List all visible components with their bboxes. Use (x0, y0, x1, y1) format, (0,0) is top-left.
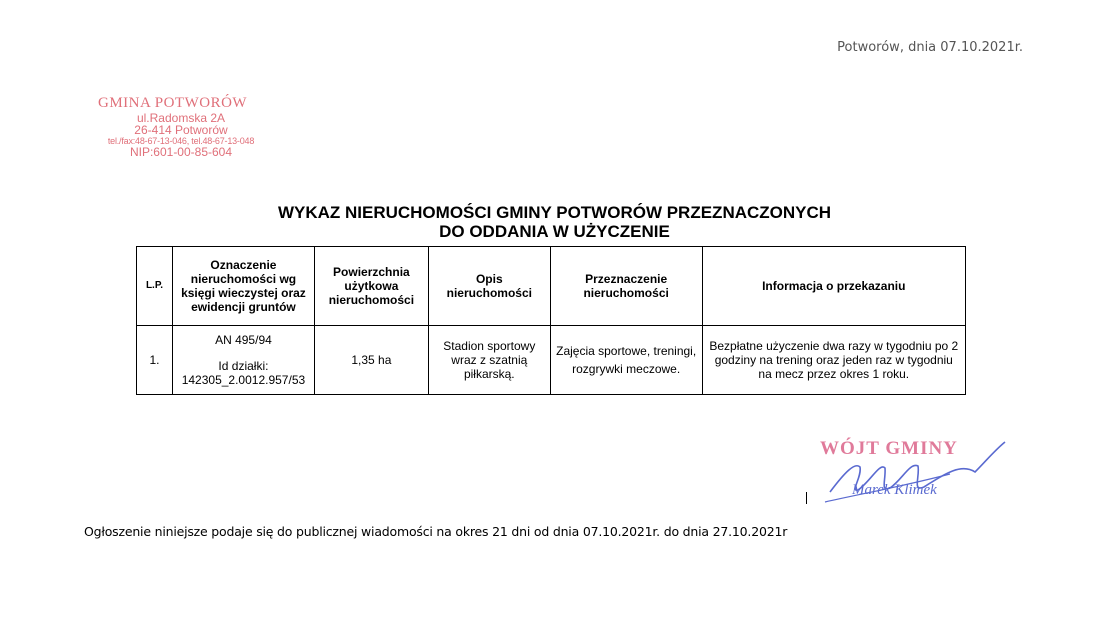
stamp-city: 26-414 Potworów (134, 123, 228, 138)
cell-id-label: Id działki: (218, 359, 269, 373)
cell-informacja: Bezpłatne użyczenie dwa razy w tygodniu po 2 godziny na trening oraz jeden raz w tygodniu na mecz przez okres 1 roku. (702, 326, 965, 395)
title-line-2: DO ODDANIA W UŻYCZENIE (439, 222, 670, 241)
stamp-nip: NIP:601-00-85-604 (129, 145, 233, 160)
header-lp: L.P. (137, 247, 173, 326)
announcement-text: Ogłoszenie niniejsze podaje się do publicznej wiadomości na okres 21 dni od dnia 07.10.2021r. do dnia 27.10.2021r (84, 524, 788, 539)
signature-scribble-icon (800, 432, 1020, 512)
document-title (0, 203, 1109, 241)
stamp-phones: tel./fax:48-67-13-046, tel.48-67-13-048 (107, 135, 255, 146)
header-informacja: Informacja o przekazaniu (702, 247, 965, 326)
cell-kw-number: AN 495/94 (215, 333, 272, 347)
signature-name: Marek Klimek (852, 482, 937, 498)
property-table (136, 246, 966, 395)
header-przeznaczenie: Przeznaczenie nieruchomości (550, 247, 702, 326)
municipality-stamp (96, 96, 266, 159)
header-powierzchnia: Powierzchnia użytkowa nieruchomości (314, 247, 428, 326)
table-row (137, 326, 966, 395)
table-header-row (137, 247, 966, 326)
cell-oznaczenie (172, 326, 314, 395)
header-oznaczenie: Oznaczenie nieruchomości wg księgi wieczystej oraz ewidencji gruntów (172, 247, 314, 326)
document-date: Potworów, dnia 07.10.2021r. (837, 40, 1023, 55)
cell-powierzchnia: 1,35 ha (314, 326, 428, 395)
signature-title: WÓJT GMINY (820, 438, 958, 459)
mayor-signature (800, 432, 1020, 512)
text-cursor (806, 492, 807, 504)
header-opis: Opis nieruchomości (428, 247, 550, 326)
cell-przeznaczenie: Zajęcia sportowe, treningi, rozgrywki meczowe. (550, 326, 702, 395)
title-line-1: WYKAZ NIERUCHOMOŚCI GMINY POTWORÓW PRZEZNACZONYCH (277, 203, 832, 222)
stamp-street: ul.Radomska 2A (136, 110, 226, 125)
cell-lp: 1. (137, 326, 173, 395)
stamp-name: GMINA POTWORÓW (98, 95, 248, 111)
cell-id-value: 142305_2.0012.957/53 (181, 373, 306, 387)
cell-opis: Stadion sportowy wraz z szatnią piłkarską. (428, 326, 550, 395)
